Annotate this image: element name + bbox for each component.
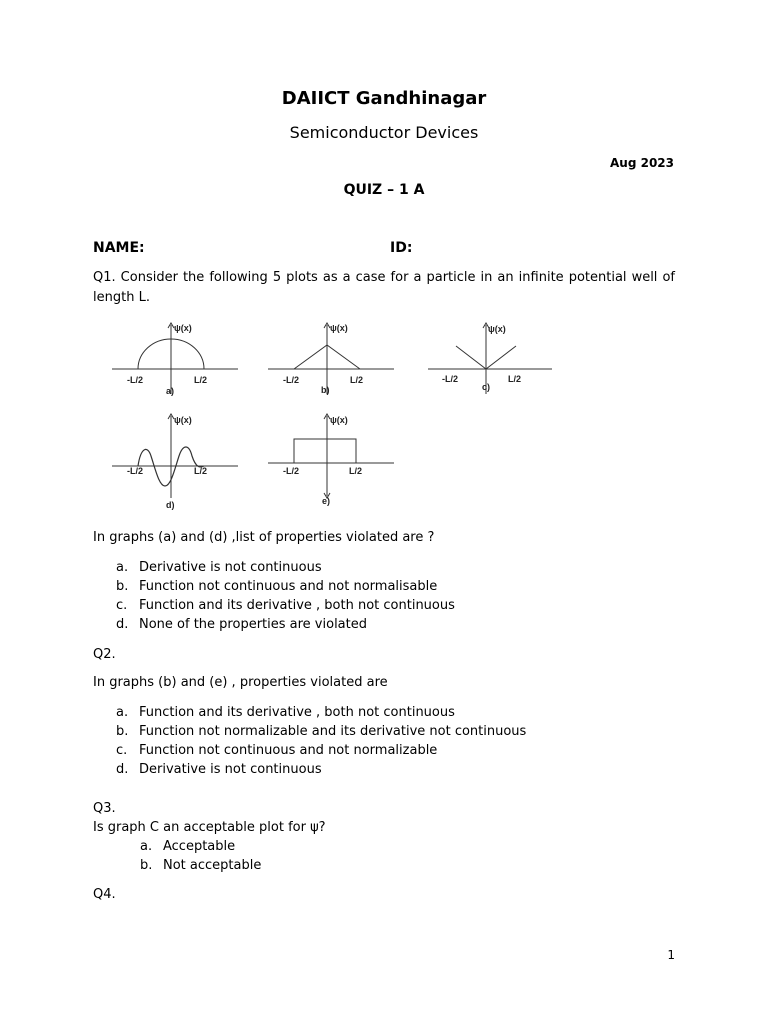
plot-d xyxy=(108,410,243,512)
q3-label: Q3. xyxy=(93,801,116,816)
option-text: Derivative is not continuous xyxy=(139,560,322,575)
option-letter: b. xyxy=(140,858,153,873)
option-text: Function and its derivative , both not continuous xyxy=(139,598,455,613)
plot-c-left-tick: -L/2 xyxy=(442,374,459,384)
quiz-title: QUIZ – 1 A xyxy=(343,182,425,198)
course-name: Semiconductor Devices xyxy=(289,123,479,142)
option-text: Function not continuous and not normalizable xyxy=(139,743,438,758)
plot-b-left-tick: -L/2 xyxy=(283,375,300,385)
plot-a-left-tick: -L/2 xyxy=(127,375,144,385)
name-label: NAME: xyxy=(93,240,145,256)
plot-b-right-tick: L/2 xyxy=(350,375,364,385)
option-text: Derivative is not continuous xyxy=(139,762,322,777)
option-text: Not acceptable xyxy=(163,858,262,873)
q4-label: Q4. xyxy=(93,887,116,902)
option-text: Acceptable xyxy=(163,839,236,854)
option-text: Function not continuous and not normalisable xyxy=(139,579,438,594)
plot-c xyxy=(424,318,559,400)
plot-e-ylabel: ψ(x) xyxy=(330,415,348,425)
plot-c-caption: c) xyxy=(482,382,491,392)
q2-question: In graphs (b) and (e) , properties violated are xyxy=(93,675,388,690)
plot-a xyxy=(108,318,243,400)
plot-d-ylabel: ψ(x) xyxy=(174,415,192,425)
option-text: None of the properties are violated xyxy=(139,617,367,632)
option-letter: c. xyxy=(116,743,128,758)
option-letter: c. xyxy=(116,598,128,613)
plot-d-left-tick: -L/2 xyxy=(127,466,144,476)
plot-c-ylabel: ψ(x) xyxy=(488,324,506,334)
q1-prompt: Q1. Consider the following 5 plots as a case for a particle in an infinite potential well of length L. xyxy=(93,270,675,305)
plot-d-right-tick: L/2 xyxy=(194,466,208,476)
q2-label: Q2. xyxy=(93,647,116,662)
plot-e-caption: e) xyxy=(322,496,331,506)
option-letter: a. xyxy=(140,839,153,854)
plot-b xyxy=(264,318,399,400)
option-letter: a. xyxy=(116,560,129,575)
option-letter: d. xyxy=(116,762,129,777)
option-text: Function not normalizable and its derivative not continuous xyxy=(139,724,527,739)
plot-a-caption: a) xyxy=(166,386,175,396)
option-text: Function and its derivative , both not continuous xyxy=(139,705,455,720)
option-letter: a. xyxy=(116,705,129,720)
option-letter: b. xyxy=(116,724,129,739)
plot-d-caption: d) xyxy=(166,500,175,510)
plot-a-right-tick: L/2 xyxy=(194,375,208,385)
plot-e-right-tick: L/2 xyxy=(349,466,363,476)
plot-e xyxy=(264,410,399,512)
plot-e-curve xyxy=(294,439,356,463)
quiz-date: Aug 2023 xyxy=(610,156,674,170)
plot-c-right-tick: L/2 xyxy=(508,374,522,384)
plot-b-caption: b) xyxy=(321,385,330,395)
option-letter: d. xyxy=(116,617,129,632)
plot-b-ylabel: ψ(x) xyxy=(330,323,348,333)
option-letter: b. xyxy=(116,579,129,594)
institution-title: DAIICT Gandhinagar xyxy=(281,88,487,109)
plot-e-left-tick: -L/2 xyxy=(283,466,300,476)
plot-a-ylabel: ψ(x) xyxy=(174,323,192,333)
q1-question: In graphs (a) and (d) ,list of properties violated are ? xyxy=(93,530,435,545)
id-label: ID: xyxy=(390,240,413,256)
page-number: 1 xyxy=(667,948,675,962)
q3-question: Is graph C an acceptable plot for ψ? xyxy=(93,820,326,835)
